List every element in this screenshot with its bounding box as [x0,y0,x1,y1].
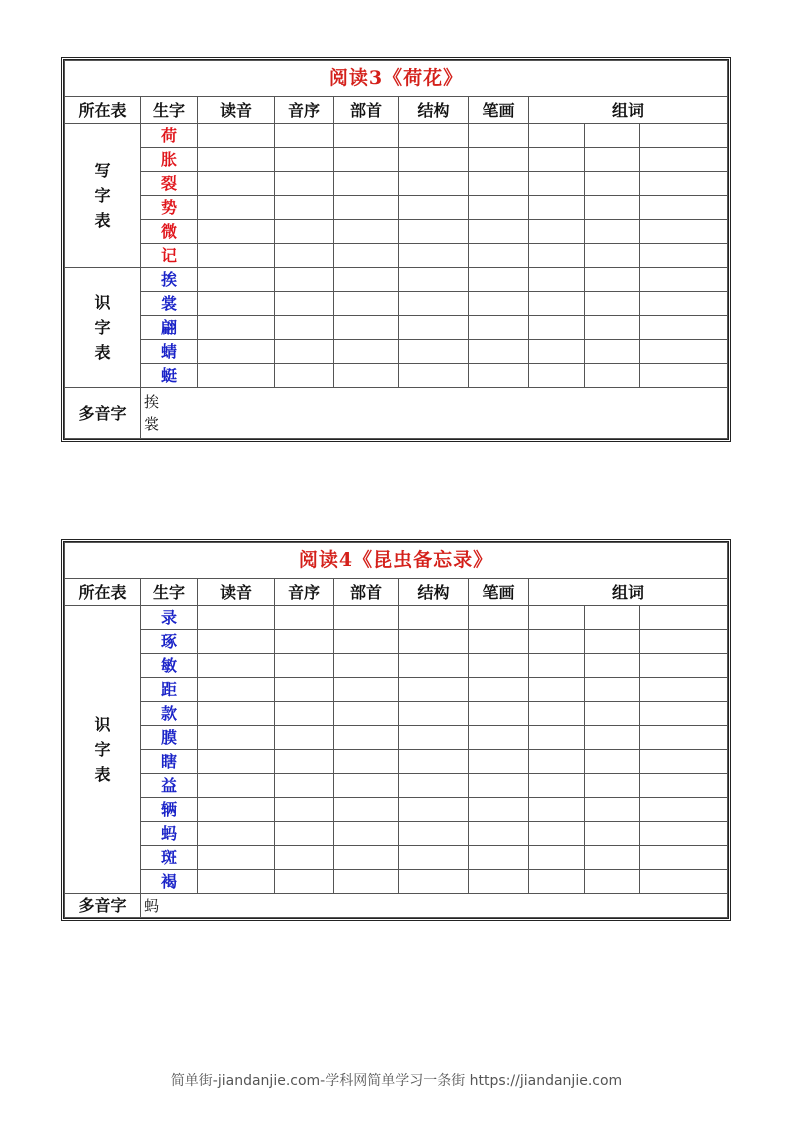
character-cell: 斑 [141,846,198,870]
radical-cell[interactable] [334,364,399,388]
word-cell[interactable] [529,220,585,244]
word-cell[interactable] [585,244,640,268]
radical-cell[interactable] [334,340,399,364]
word-cell[interactable] [585,364,640,388]
table-row [65,268,728,292]
character-cell: 瞎 [141,750,198,774]
structure-cell[interactable] [399,870,469,894]
word-cell[interactable] [585,340,640,364]
table-row [65,774,728,798]
strokes-cell[interactable] [469,726,529,750]
word-cell[interactable] [529,750,585,774]
word-cell[interactable] [640,678,728,702]
structure-cell[interactable] [399,292,469,316]
radical-cell[interactable] [334,654,399,678]
word-cell[interactable] [585,148,640,172]
word-cell[interactable] [529,292,585,316]
order-cell[interactable] [275,774,334,798]
table-row [65,316,728,340]
strokes-cell[interactable] [469,268,529,292]
header-radical: 部首 [334,97,399,124]
structure-cell[interactable] [399,220,469,244]
order-cell[interactable] [275,292,334,316]
order-cell[interactable] [275,124,334,148]
order-cell[interactable] [275,726,334,750]
order-cell[interactable] [275,244,334,268]
table-row [65,846,728,870]
order-cell[interactable] [275,340,334,364]
group-label: 识 字 表 [65,606,141,894]
table-row [65,340,728,364]
order-cell[interactable] [275,846,334,870]
word-cell[interactable] [529,606,585,630]
word-cell[interactable] [529,822,585,846]
polyphonic-char: 裳 [144,415,160,433]
word-cell[interactable] [640,774,728,798]
character-cell: 势 [141,196,198,220]
strokes-cell[interactable] [469,316,529,340]
word-cell[interactable] [640,798,728,822]
table-row [65,726,728,750]
word-cell[interactable] [585,124,640,148]
word-cell[interactable] [640,268,728,292]
strokes-cell[interactable] [469,172,529,196]
table-row [65,654,728,678]
order-cell[interactable] [275,822,334,846]
strokes-cell[interactable] [469,798,529,822]
word-cell[interactable] [585,172,640,196]
header-structure: 结构 [399,97,469,124]
header-words: 组词 [529,579,728,606]
word-cell[interactable] [585,846,640,870]
radical-cell[interactable] [334,148,399,172]
structure-cell[interactable] [399,822,469,846]
order-cell[interactable] [275,196,334,220]
word-cell[interactable] [529,798,585,822]
polyphonic-char: 挨 [144,393,160,411]
radical-cell[interactable] [334,678,399,702]
word-cell[interactable] [585,220,640,244]
reading-cell[interactable] [198,846,275,870]
word-cell[interactable] [585,654,640,678]
structure-cell[interactable] [399,846,469,870]
header-location: 所在表 [65,97,141,124]
character-cell: 琢 [141,630,198,654]
reading-cell[interactable] [198,606,275,630]
header-row [65,579,728,606]
character-cell: 辆 [141,798,198,822]
order-cell[interactable] [275,364,334,388]
order-cell[interactable] [275,798,334,822]
word-cell[interactable] [585,630,640,654]
character-cell: 微 [141,220,198,244]
header-order: 音序 [275,97,334,124]
radical-cell[interactable] [334,268,399,292]
word-cell[interactable] [529,702,585,726]
table-row [65,702,728,726]
radical-cell[interactable] [334,292,399,316]
group-label: 识 字 表 [65,268,141,388]
word-cell[interactable] [585,822,640,846]
strokes-cell[interactable] [469,244,529,268]
order-cell[interactable] [275,750,334,774]
word-cell[interactable] [640,822,728,846]
polyphonic-row [65,388,728,439]
table-row [65,870,728,894]
character-table [64,542,728,918]
reading-cell[interactable] [198,316,275,340]
polyphonic-label: 多音字 [65,388,141,439]
character-cell: 蜻 [141,340,198,364]
structure-cell[interactable] [399,606,469,630]
worksheet-title: 阅读4《昆虫备忘录》 [65,543,728,579]
word-cell[interactable] [640,726,728,750]
structure-cell[interactable] [399,268,469,292]
reading-cell[interactable] [198,654,275,678]
reading-cell[interactable] [198,750,275,774]
table-row [65,148,728,172]
worksheet-reading-3 [61,57,731,442]
word-cell[interactable] [640,220,728,244]
reading-cell[interactable] [198,268,275,292]
word-cell[interactable] [529,316,585,340]
table-row [65,124,728,148]
polyphonic-char: 蚂 [144,896,160,915]
structure-cell[interactable] [399,172,469,196]
word-cell[interactable] [529,726,585,750]
reading-cell[interactable] [198,870,275,894]
table-row [65,630,728,654]
word-cell[interactable] [529,268,585,292]
word-cell[interactable] [585,196,640,220]
word-cell[interactable] [529,196,585,220]
table-row [65,172,728,196]
structure-cell[interactable] [399,774,469,798]
radical-cell[interactable] [334,846,399,870]
word-cell[interactable] [585,268,640,292]
page-footer: 简单街-jiandanjie.com-学科网简单学习一条街 https://jiandanjie.com [170,1073,623,1089]
strokes-cell[interactable] [469,654,529,678]
strokes-cell[interactable] [469,630,529,654]
radical-cell[interactable] [334,316,399,340]
word-cell[interactable] [640,316,728,340]
reading-cell[interactable] [198,726,275,750]
word-cell[interactable] [640,340,728,364]
character-cell: 裳 [141,292,198,316]
word-cell[interactable] [529,654,585,678]
order-cell[interactable] [275,172,334,196]
header-reading: 读音 [198,579,275,606]
order-cell[interactable] [275,630,334,654]
header-char: 生字 [141,97,198,124]
reading-cell[interactable] [198,798,275,822]
word-cell[interactable] [585,606,640,630]
order-cell[interactable] [275,702,334,726]
order-cell[interactable] [275,148,334,172]
reading-cell[interactable] [198,220,275,244]
strokes-cell[interactable] [469,750,529,774]
header-char: 生字 [141,579,198,606]
strokes-cell[interactable] [469,702,529,726]
radical-cell[interactable] [334,606,399,630]
word-cell[interactable] [640,870,728,894]
word-cell[interactable] [529,244,585,268]
structure-cell[interactable] [399,340,469,364]
strokes-cell[interactable] [469,196,529,220]
character-cell: 挨 [141,268,198,292]
structure-cell[interactable] [399,750,469,774]
polyphonic-row [65,894,728,918]
radical-cell[interactable] [334,702,399,726]
word-cell[interactable] [640,606,728,630]
structure-cell[interactable] [399,124,469,148]
strokes-cell[interactable] [469,124,529,148]
character-cell: 胀 [141,148,198,172]
radical-cell[interactable] [334,244,399,268]
character-cell: 距 [141,678,198,702]
strokes-cell[interactable] [469,678,529,702]
reading-cell[interactable] [198,340,275,364]
strokes-cell[interactable] [469,822,529,846]
character-cell: 益 [141,774,198,798]
radical-cell[interactable] [334,630,399,654]
word-cell[interactable] [585,726,640,750]
radical-cell[interactable] [334,196,399,220]
word-cell[interactable] [529,364,585,388]
word-cell[interactable] [640,292,728,316]
order-cell[interactable] [275,654,334,678]
header-strokes: 笔画 [469,579,529,606]
character-cell: 裂 [141,172,198,196]
header-location: 所在表 [65,579,141,606]
strokes-cell[interactable] [469,870,529,894]
character-cell: 款 [141,702,198,726]
worksheet-title: 阅读3《荷花》 [65,61,728,97]
strokes-cell[interactable] [469,606,529,630]
order-cell[interactable] [275,316,334,340]
strokes-cell[interactable] [469,774,529,798]
strokes-cell[interactable] [469,364,529,388]
table-row [65,292,728,316]
polyphonic-label: 多音字 [65,894,141,918]
word-cell[interactable] [529,172,585,196]
word-cell[interactable] [640,654,728,678]
group-label: 写 字 表 [65,124,141,268]
structure-cell[interactable] [399,630,469,654]
word-cell[interactable] [585,702,640,726]
table-row [65,798,728,822]
word-cell[interactable] [640,846,728,870]
word-cell[interactable] [585,292,640,316]
word-cell[interactable] [640,702,728,726]
reading-cell[interactable] [198,364,275,388]
structure-cell[interactable] [399,316,469,340]
structure-cell[interactable] [399,148,469,172]
reading-cell[interactable] [198,678,275,702]
table-row [65,750,728,774]
order-cell[interactable] [275,606,334,630]
structure-cell[interactable] [399,244,469,268]
table-row [65,606,728,630]
word-cell[interactable] [585,316,640,340]
strokes-cell[interactable] [469,340,529,364]
table-row [65,678,728,702]
word-cell[interactable] [640,750,728,774]
reading-cell[interactable] [198,292,275,316]
radical-cell[interactable] [334,750,399,774]
word-cell[interactable] [529,148,585,172]
word-cell[interactable] [640,124,728,148]
table-row [65,196,728,220]
character-cell: 荷 [141,124,198,148]
header-row [65,97,728,124]
header-structure: 结构 [399,579,469,606]
structure-cell[interactable] [399,726,469,750]
strokes-cell[interactable] [469,148,529,172]
radical-cell[interactable] [334,870,399,894]
order-cell[interactable] [275,678,334,702]
word-cell[interactable] [529,124,585,148]
radical-cell[interactable] [334,774,399,798]
header-words: 组词 [529,97,728,124]
strokes-cell[interactable] [469,292,529,316]
word-cell[interactable] [529,630,585,654]
radical-cell[interactable] [334,220,399,244]
character-cell: 翩 [141,316,198,340]
strokes-cell[interactable] [469,846,529,870]
word-cell[interactable] [585,798,640,822]
word-cell[interactable] [640,196,728,220]
character-cell: 蚂 [141,822,198,846]
structure-cell[interactable] [399,798,469,822]
header-strokes: 笔画 [469,97,529,124]
reading-cell[interactable] [198,774,275,798]
word-cell[interactable] [640,244,728,268]
word-cell[interactable] [640,148,728,172]
reading-cell[interactable] [198,630,275,654]
word-cell[interactable] [585,870,640,894]
table-row [65,822,728,846]
structure-cell[interactable] [399,678,469,702]
word-cell[interactable] [529,774,585,798]
order-cell[interactable] [275,870,334,894]
word-cell[interactable] [585,678,640,702]
word-cell[interactable] [640,172,728,196]
structure-cell[interactable] [399,702,469,726]
reading-cell[interactable] [198,196,275,220]
table-row [65,364,728,388]
word-cell[interactable] [640,630,728,654]
reading-cell[interactable] [198,148,275,172]
character-cell: 蜓 [141,364,198,388]
polyphonic-chars [141,894,728,918]
table-row [65,244,728,268]
radical-cell[interactable] [334,822,399,846]
word-cell[interactable] [529,678,585,702]
character-cell: 褐 [141,870,198,894]
table-row [65,220,728,244]
worksheet-reading-4 [61,539,731,921]
character-cell: 膜 [141,726,198,750]
character-table [64,60,728,439]
radical-cell[interactable] [334,798,399,822]
reading-cell[interactable] [198,702,275,726]
strokes-cell[interactable] [469,220,529,244]
reading-cell[interactable] [198,124,275,148]
order-cell[interactable] [275,268,334,292]
radical-cell[interactable] [334,172,399,196]
reading-cell[interactable] [198,822,275,846]
word-cell[interactable] [529,870,585,894]
character-cell: 敏 [141,654,198,678]
word-cell[interactable] [585,750,640,774]
character-cell: 录 [141,606,198,630]
radical-cell[interactable] [334,124,399,148]
character-cell: 记 [141,244,198,268]
word-cell[interactable] [529,846,585,870]
word-cell[interactable] [529,340,585,364]
structure-cell[interactable] [399,654,469,678]
reading-cell[interactable] [198,244,275,268]
structure-cell[interactable] [399,196,469,220]
structure-cell[interactable] [399,364,469,388]
radical-cell[interactable] [334,726,399,750]
word-cell[interactable] [640,364,728,388]
polyphonic-chars [141,388,728,439]
word-cell[interactable] [585,774,640,798]
order-cell[interactable] [275,220,334,244]
reading-cell[interactable] [198,172,275,196]
header-order: 音序 [275,579,334,606]
header-radical: 部首 [334,579,399,606]
header-reading: 读音 [198,97,275,124]
